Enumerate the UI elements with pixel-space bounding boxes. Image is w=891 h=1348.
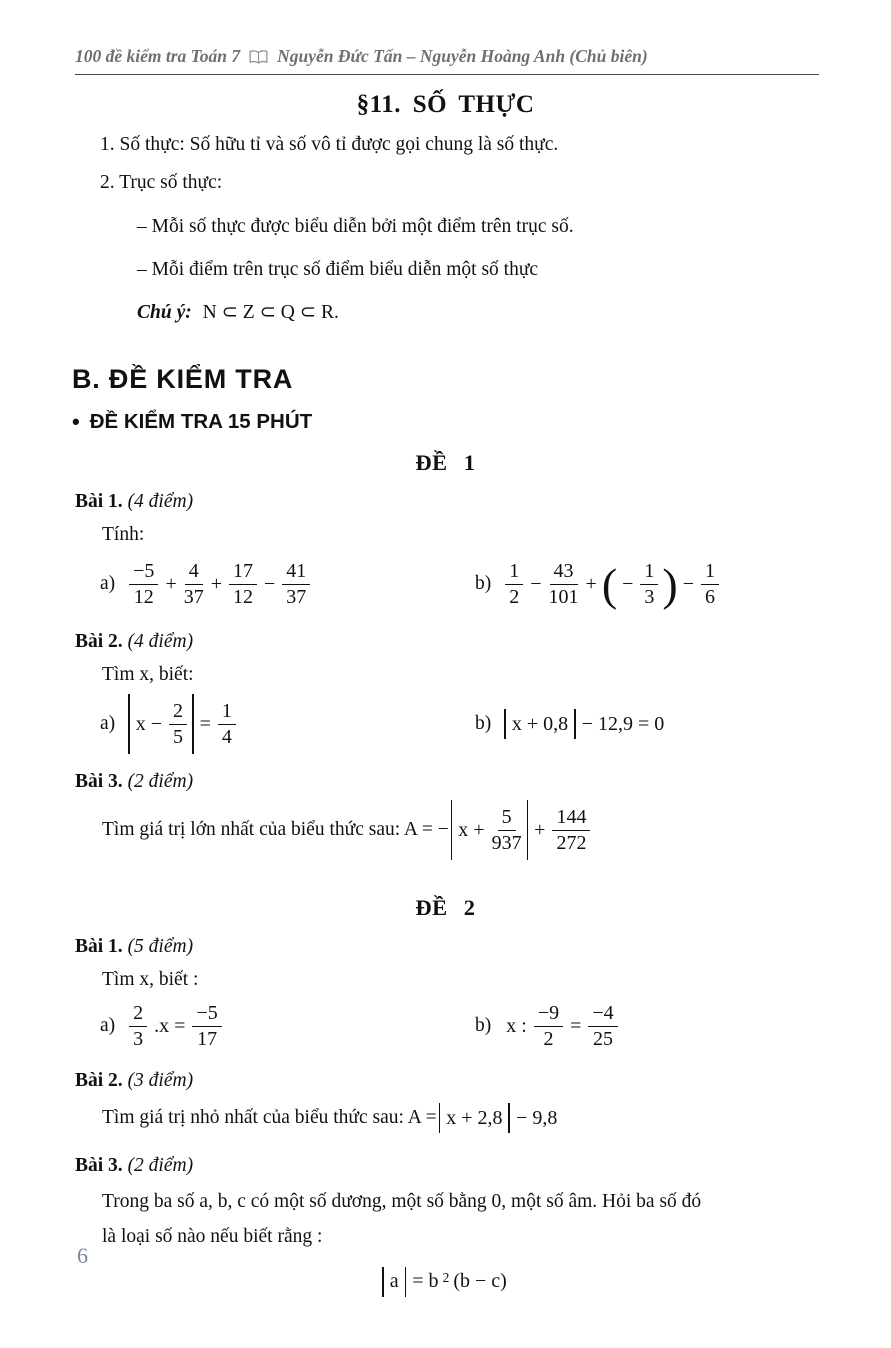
de1-bai2-intro: Tìm x, biết:	[102, 664, 194, 686]
de2-bai3-formula-row	[0, 1262, 891, 1302]
part-label: b)	[475, 573, 492, 595]
de1-bai3-heading	[75, 771, 891, 793]
section-b-title: B. ĐỀ KIỂM TRA	[72, 364, 294, 395]
statement-text: Tìm giá trị lớn nhất của biểu thức sau: A = −	[102, 819, 449, 841]
de2-bai3-heading	[75, 1155, 891, 1177]
note-item: 2. Trục số thực:	[100, 172, 223, 194]
de1-bai1-parts	[0, 552, 891, 616]
problem-label: Bài 3.	[75, 771, 123, 793]
problem-points: (3 điểm)	[127, 1070, 194, 1092]
part-label: a)	[100, 713, 116, 735]
problem-label: Bài 2.	[75, 1070, 123, 1092]
lesson-title: §11. SỐ THỰC	[356, 91, 535, 118]
problem-label: Bài 1.	[75, 491, 123, 513]
de2-bai3-line2: là loại số nào nếu biết rằng :	[102, 1225, 323, 1247]
problem-points: (5 điểm)	[127, 936, 194, 958]
problem-points: (4 điểm)	[127, 631, 194, 653]
part-label: b)	[475, 713, 492, 735]
part-label: b)	[475, 1015, 492, 1037]
math-formula: $\frac{1}{2}$ − $\frac{43}{101}$ + ( − $\frac{1}{3}$ ) − $\frac{1}{6}$	[502, 560, 722, 609]
note-dash-item: – Mỗi số thực được biểu diễn bởi một điểm trên trục số.	[137, 215, 574, 237]
de1-bai1-part-a	[100, 560, 475, 609]
de1-title: ĐỀ 1	[415, 450, 476, 476]
de2-bai1-heading	[75, 936, 891, 958]
problem-label: Bài 1.	[75, 936, 123, 958]
de2-bai2-heading	[75, 1070, 891, 1092]
problem-points: (2 điểm)	[127, 1155, 194, 1177]
de2-bai1-parts	[0, 997, 891, 1055]
de1-bai1-heading	[75, 491, 891, 513]
part-label: a)	[100, 1015, 116, 1037]
math-formula: x + $\frac{5}{937}$ + $\frac{144}{272}$	[449, 800, 594, 860]
math-formula: a = b $^2$ (b − c)	[380, 1267, 511, 1297]
de1-bai2-part-a	[100, 694, 475, 754]
theory-notes	[100, 131, 819, 327]
section-b-subtitle	[72, 410, 891, 434]
de1-bai1-part-b	[475, 560, 722, 609]
de1-bai2-part-b	[475, 709, 668, 739]
de1-bai1-intro: Tính:	[102, 524, 145, 546]
de1-bai3-statement	[102, 797, 891, 863]
math-formula: $\frac{2}{3}$ .x = $\frac{-5}{17}$	[126, 1002, 225, 1051]
math-formula: x + 2,8 − 9,8	[437, 1103, 562, 1133]
page-header	[75, 46, 819, 75]
bullet-icon: •	[72, 409, 80, 435]
open-book-icon	[249, 49, 268, 65]
note-item: 1. Số thực: Số hữu tỉ và số vô tỉ được gọi chung là số thực.	[100, 134, 559, 155]
page-number: 6	[77, 1243, 88, 1268]
header-book-title: 100 đề kiểm tra Toán 7	[75, 46, 241, 66]
remark-label: Chú ý:	[137, 302, 192, 324]
remark-formula: N ⊂ Z ⊂ Q ⊂ R.	[202, 302, 339, 324]
problem-points: (2 điểm)	[127, 771, 194, 793]
de1-bai2-heading	[75, 631, 891, 653]
de2-bai1-part-b	[475, 1002, 621, 1051]
header-authors: Nguyễn Đức Tấn – Nguyễn Hoàng Anh (Chủ biên)	[277, 46, 648, 66]
de2-bai1-intro: Tìm x, biết :	[102, 969, 199, 991]
problem-points: (4 điểm)	[127, 491, 194, 513]
de2-bai1-part-a	[100, 1002, 475, 1051]
part-label: a)	[100, 573, 116, 595]
problem-label: Bài 3.	[75, 1155, 123, 1177]
subtitle-label: ĐỀ KIỂM TRA 15 PHÚT	[89, 410, 313, 434]
math-formula: x : $\frac{-9}{2}$ = $\frac{-4}{25}$	[502, 1002, 620, 1051]
de1-bai2-parts	[0, 692, 891, 756]
de2-title: ĐỀ 2	[415, 895, 476, 921]
math-formula: $\frac{-5}{12}$ + $\frac{4}{37}$ + $\frac{17}{12}$ − $\frac{41}{37}$	[126, 560, 313, 609]
note-remark	[137, 299, 819, 327]
problem-label: Bài 2.	[75, 631, 123, 653]
note-dash-item: – Mỗi điểm trên trục số điểm biểu diễn một số thực	[137, 258, 539, 280]
math-formula: x + 0,8 − 12,9 = 0	[502, 709, 668, 739]
statement-text: Tìm giá trị nhỏ nhất của biểu thức sau: A =	[102, 1107, 437, 1129]
math-formula: x − $\frac{2}{5}$ = $\frac{1}{4}$	[126, 694, 239, 754]
de2-bai3-line1: Trong ba số a, b, c có một số dương, một số bằng 0, một số âm. Hỏi ba số đó	[102, 1191, 702, 1213]
de2-bai2-statement	[102, 1096, 891, 1140]
